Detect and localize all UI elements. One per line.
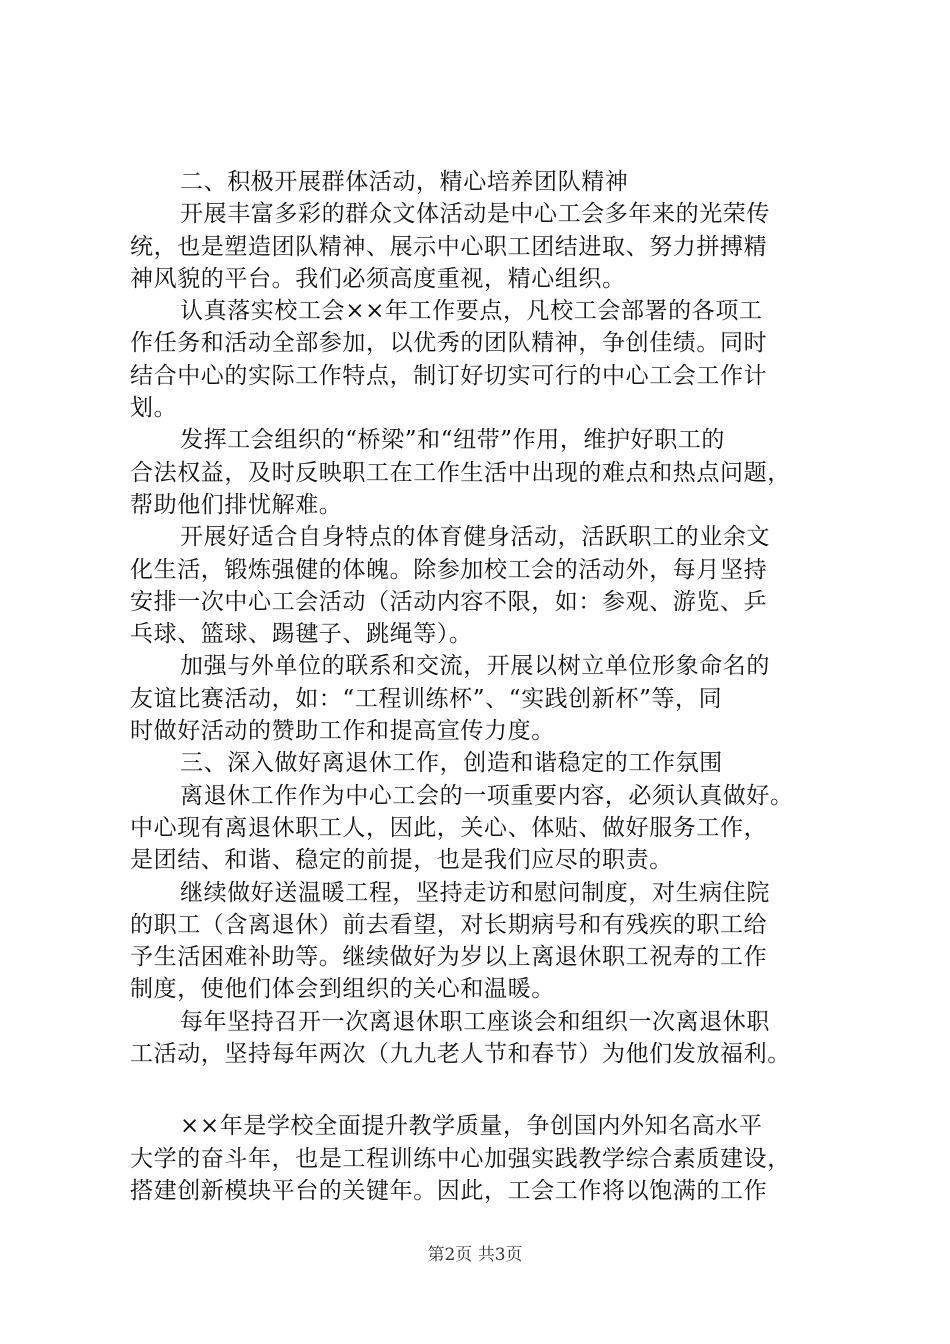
paragraph-line: 化生活，锻炼强健的体魄。除参加校工会的活动外，每月坚持 (130, 556, 768, 583)
paragraph-line: 发挥工会组织的“桥梁”和“纽带”作用，维护好职工的 (180, 427, 726, 454)
paragraph-line: 工活动，坚持每年两次（九九老人节和春节）为他们发放福利。 (130, 1041, 791, 1068)
document-body (130, 166, 830, 1207)
paragraph-line: 划。 (130, 395, 178, 422)
paragraph-line: 继续做好送温暖工程，坚持走访和慰问制度，对生病住院 (180, 879, 770, 906)
paragraph-line: 作任务和活动全部参加，以优秀的团队精神，争创佳绩。同时 (130, 330, 768, 357)
paragraph-line: 加强与外单位的联系和交流，开展以树立单位形象命名的 (180, 653, 770, 680)
paragraph-line: 离退休工作作为中心工会的一项重要内容，必须认真做好。 (180, 782, 794, 809)
paragraph-line: 合法权益，及时反映职工在工作生活中出现的难点和热点问题， (130, 459, 791, 486)
paragraph-line: 大学的奋斗年，也是工程训练中心加强实践教学综合素质建设， (130, 1145, 791, 1172)
paragraph-line: 每年坚持召开一次离退休职工座谈会和组织一次离退休职 (180, 1008, 770, 1035)
paragraph-line: 开展好适合自身特点的体育健身活动，活跃职工的业余文 (180, 524, 770, 551)
paragraph-line: 结合中心的实际工作特点，制订好切实可行的中心工会工作计 (130, 362, 768, 389)
paragraph-line: 中心现有离退休职工人，因此，关心、体贴、做好服务工作， (130, 814, 768, 841)
paragraph-line: ××年是学校全面提升教学质量，争创国内外知名高水平 (180, 1113, 763, 1140)
paragraph-line: 是团结、和谐、稳定的前提，也是我们应尽的职责。 (130, 847, 673, 874)
paragraph-line: 乓球、篮球、踢毽子、跳绳等）。 (130, 621, 473, 648)
paragraph-line: 时做好活动的赞助工作和提高宣传力度。 (130, 718, 555, 745)
section-heading-3: 三、深入做好离退休工作，创造和谐稳定的工作氛围 (180, 750, 723, 777)
paragraph-gap (130, 1070, 830, 1110)
section-heading-2: 二、积极开展群体活动，精心培养团队精神 (180, 169, 629, 195)
paragraph-line: 予生活困难补助等。继续做好为岁以上离退休职工祝寿的工作 (130, 944, 768, 971)
paragraph-line: 搭建创新模块平台的关键年。因此，工会工作将以饱满的工作 (130, 1177, 768, 1204)
paragraph-line: 统，也是塑造团队精神、展示中心职工团结进取、努力拼搏精 (130, 233, 768, 260)
paragraph-line: 的职工（含离退休）前去看望，对长期病号和有残疾的职工给 (130, 911, 768, 938)
paragraph-line: 帮助他们排忧解难。 (130, 491, 343, 518)
paragraph-line: 友谊比赛活动，如：“工程训练杯”、“实践创新杯”等，同 (130, 685, 723, 712)
page-number-footer: 第2页 共3页 (427, 1245, 523, 1265)
paragraph-line: 神风貌的平台。我们必须高度重视，精心组织。 (130, 265, 626, 292)
paragraph-line: 制度，使他们体会到组织的关心和温暖。 (130, 976, 555, 1003)
paragraph-line: 安排一次中心工会活动（活动内容不限，如：参观、游览、乒 (130, 588, 768, 615)
paragraph-line: 开展丰富多彩的群众文体活动是中心工会多年来的光荣传 (180, 201, 770, 228)
paragraph-line: 认真落实校工会××年工作要点，凡校工会部署的各项工 (180, 298, 763, 325)
